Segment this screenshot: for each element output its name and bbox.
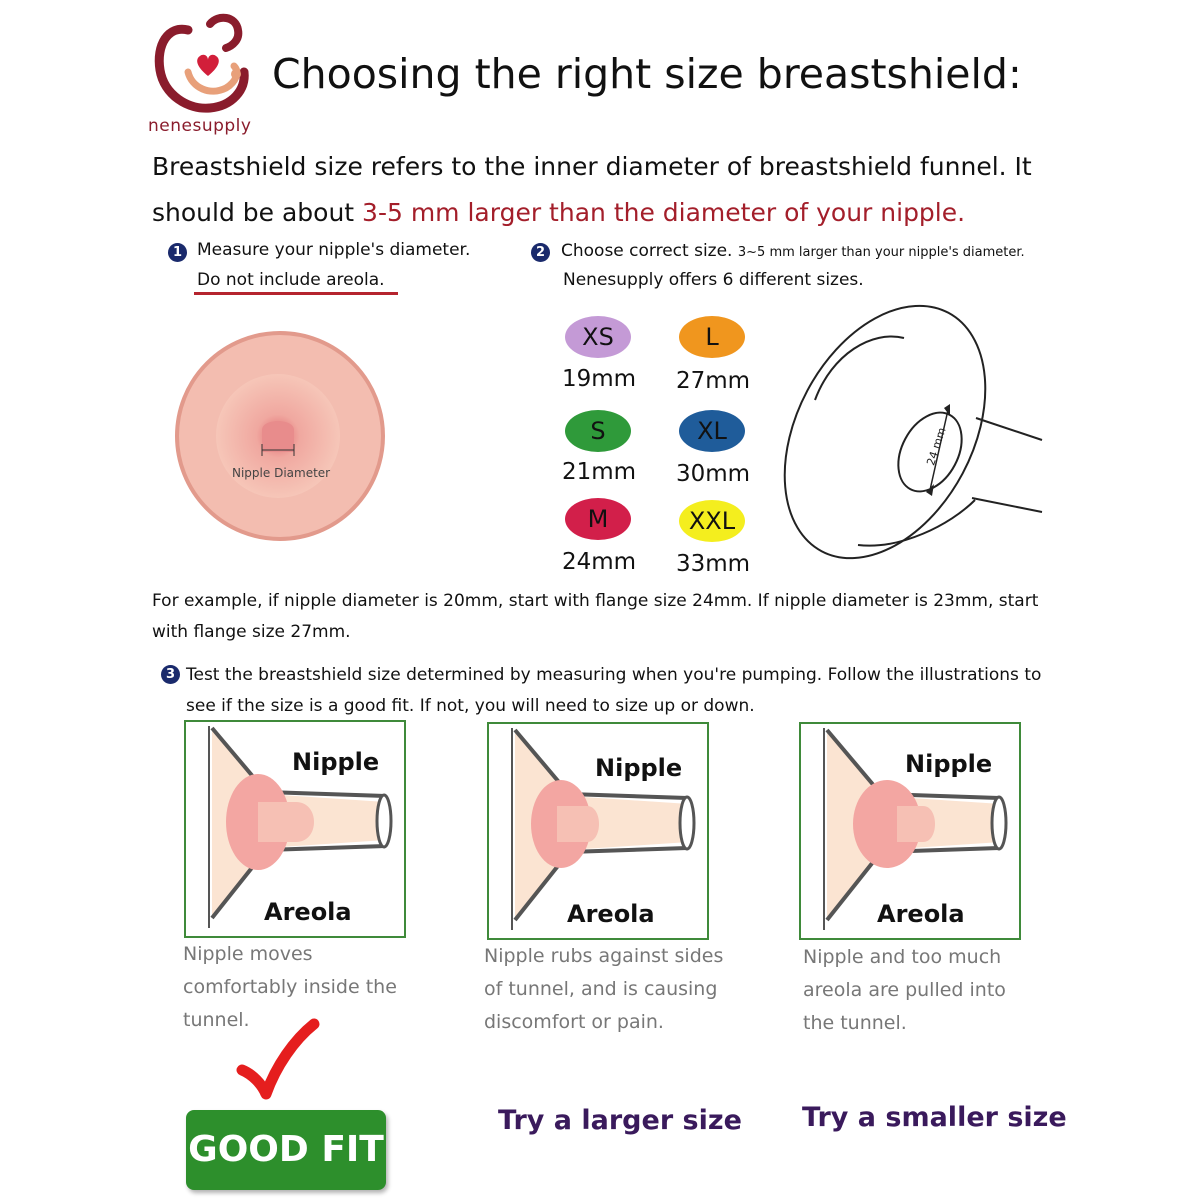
fit-panel-good — [184, 720, 406, 938]
good-fit-badge: GOOD FIT — [186, 1110, 386, 1190]
size-chip-xl: XL — [679, 410, 745, 452]
size-mm-m: 24mm — [562, 549, 637, 575]
size-mm-xxl: 33mm — [676, 551, 751, 577]
size-chip-xs: XS — [565, 316, 631, 358]
check-mark-icon — [236, 1018, 320, 1102]
size-chip-m: M — [565, 498, 631, 540]
size-mm-l: 27mm — [676, 368, 751, 394]
step-1-note: Do not include areola. — [197, 270, 385, 290]
panel-small-nipple-label: Nipple — [595, 754, 683, 782]
panel-large-description: Nipple and too much areola are pulled into the tunnel. — [803, 946, 1006, 1034]
step-2-title — [561, 241, 1025, 261]
heart-logo-icon — [148, 10, 268, 120]
size-chip-l: L — [679, 316, 745, 358]
panel-small-description: Nipple rubs against sides of tunnel, and is causing discomfort or pain. — [484, 945, 724, 1033]
step-1-underline — [194, 292, 398, 295]
step-1-badge: 1 — [168, 243, 187, 262]
step-2-title-small: 3~5 mm larger than your nipple's diameter. — [737, 245, 1025, 260]
size-mm-xl: 30mm — [676, 461, 751, 487]
fit-panel-too-small — [487, 722, 709, 940]
try-smaller-size-label: Try a smaller size — [802, 1102, 1067, 1133]
brand-name: nenesupply — [148, 116, 252, 136]
size-chip-s: S — [565, 410, 631, 452]
size-mm-xs: 19mm — [562, 366, 637, 392]
nipple-diameter-label: Nipple Diameter — [232, 466, 331, 480]
panel-good-nipple-label: Nipple — [292, 748, 380, 776]
panel-good-description: Nipple moves comfortably inside the tunnel. — [183, 943, 397, 1031]
intro-paragraph — [152, 144, 1072, 236]
size-mm-s: 21mm — [562, 459, 637, 485]
panel-small-areola-label: Areola — [567, 900, 655, 928]
page-title: Choosing the right size breastshield: — [272, 50, 1022, 98]
breastshield-funnel-diagram — [780, 300, 1060, 580]
nipple-diameter-diagram — [170, 326, 390, 546]
panel-large-areola-label: Areola — [877, 900, 965, 928]
step-3-text: Test the breastshield size determined by measuring when you're pumping. Follow the illustrations to see if the size is a good fit. If not, you will need to size up or down. — [186, 665, 1042, 716]
panel-good-areola-label: Areola — [264, 898, 352, 926]
intro-text: Breastshield size refers to the inner diameter of breastshield funnel. It should be about — [152, 152, 1032, 227]
size-chip-xxl: XXL — [679, 500, 745, 542]
step-2-badge: 2 — [531, 243, 550, 262]
step-2-title-main: Choose correct size. — [561, 241, 733, 261]
step-2-sizes-note: Nenesupply offers 6 different sizes. — [563, 270, 864, 290]
fit-panel-too-large — [799, 722, 1021, 940]
intro-highlight: 3-5 mm larger than the diameter of your nipple. — [362, 198, 966, 227]
step-1-title: Measure your nipple's diameter. — [197, 240, 471, 260]
example-text: For example, if nipple diameter is 20mm, start with flange size 24mm. If nipple diameter is 23mm, start with flange size 27mm. — [152, 591, 1039, 642]
panel-large-nipple-label: Nipple — [905, 750, 993, 778]
step-3-badge: 3 — [161, 665, 180, 684]
try-larger-size-label: Try a larger size — [498, 1105, 742, 1136]
funnel-diameter-label: 24 mm — [924, 425, 949, 468]
